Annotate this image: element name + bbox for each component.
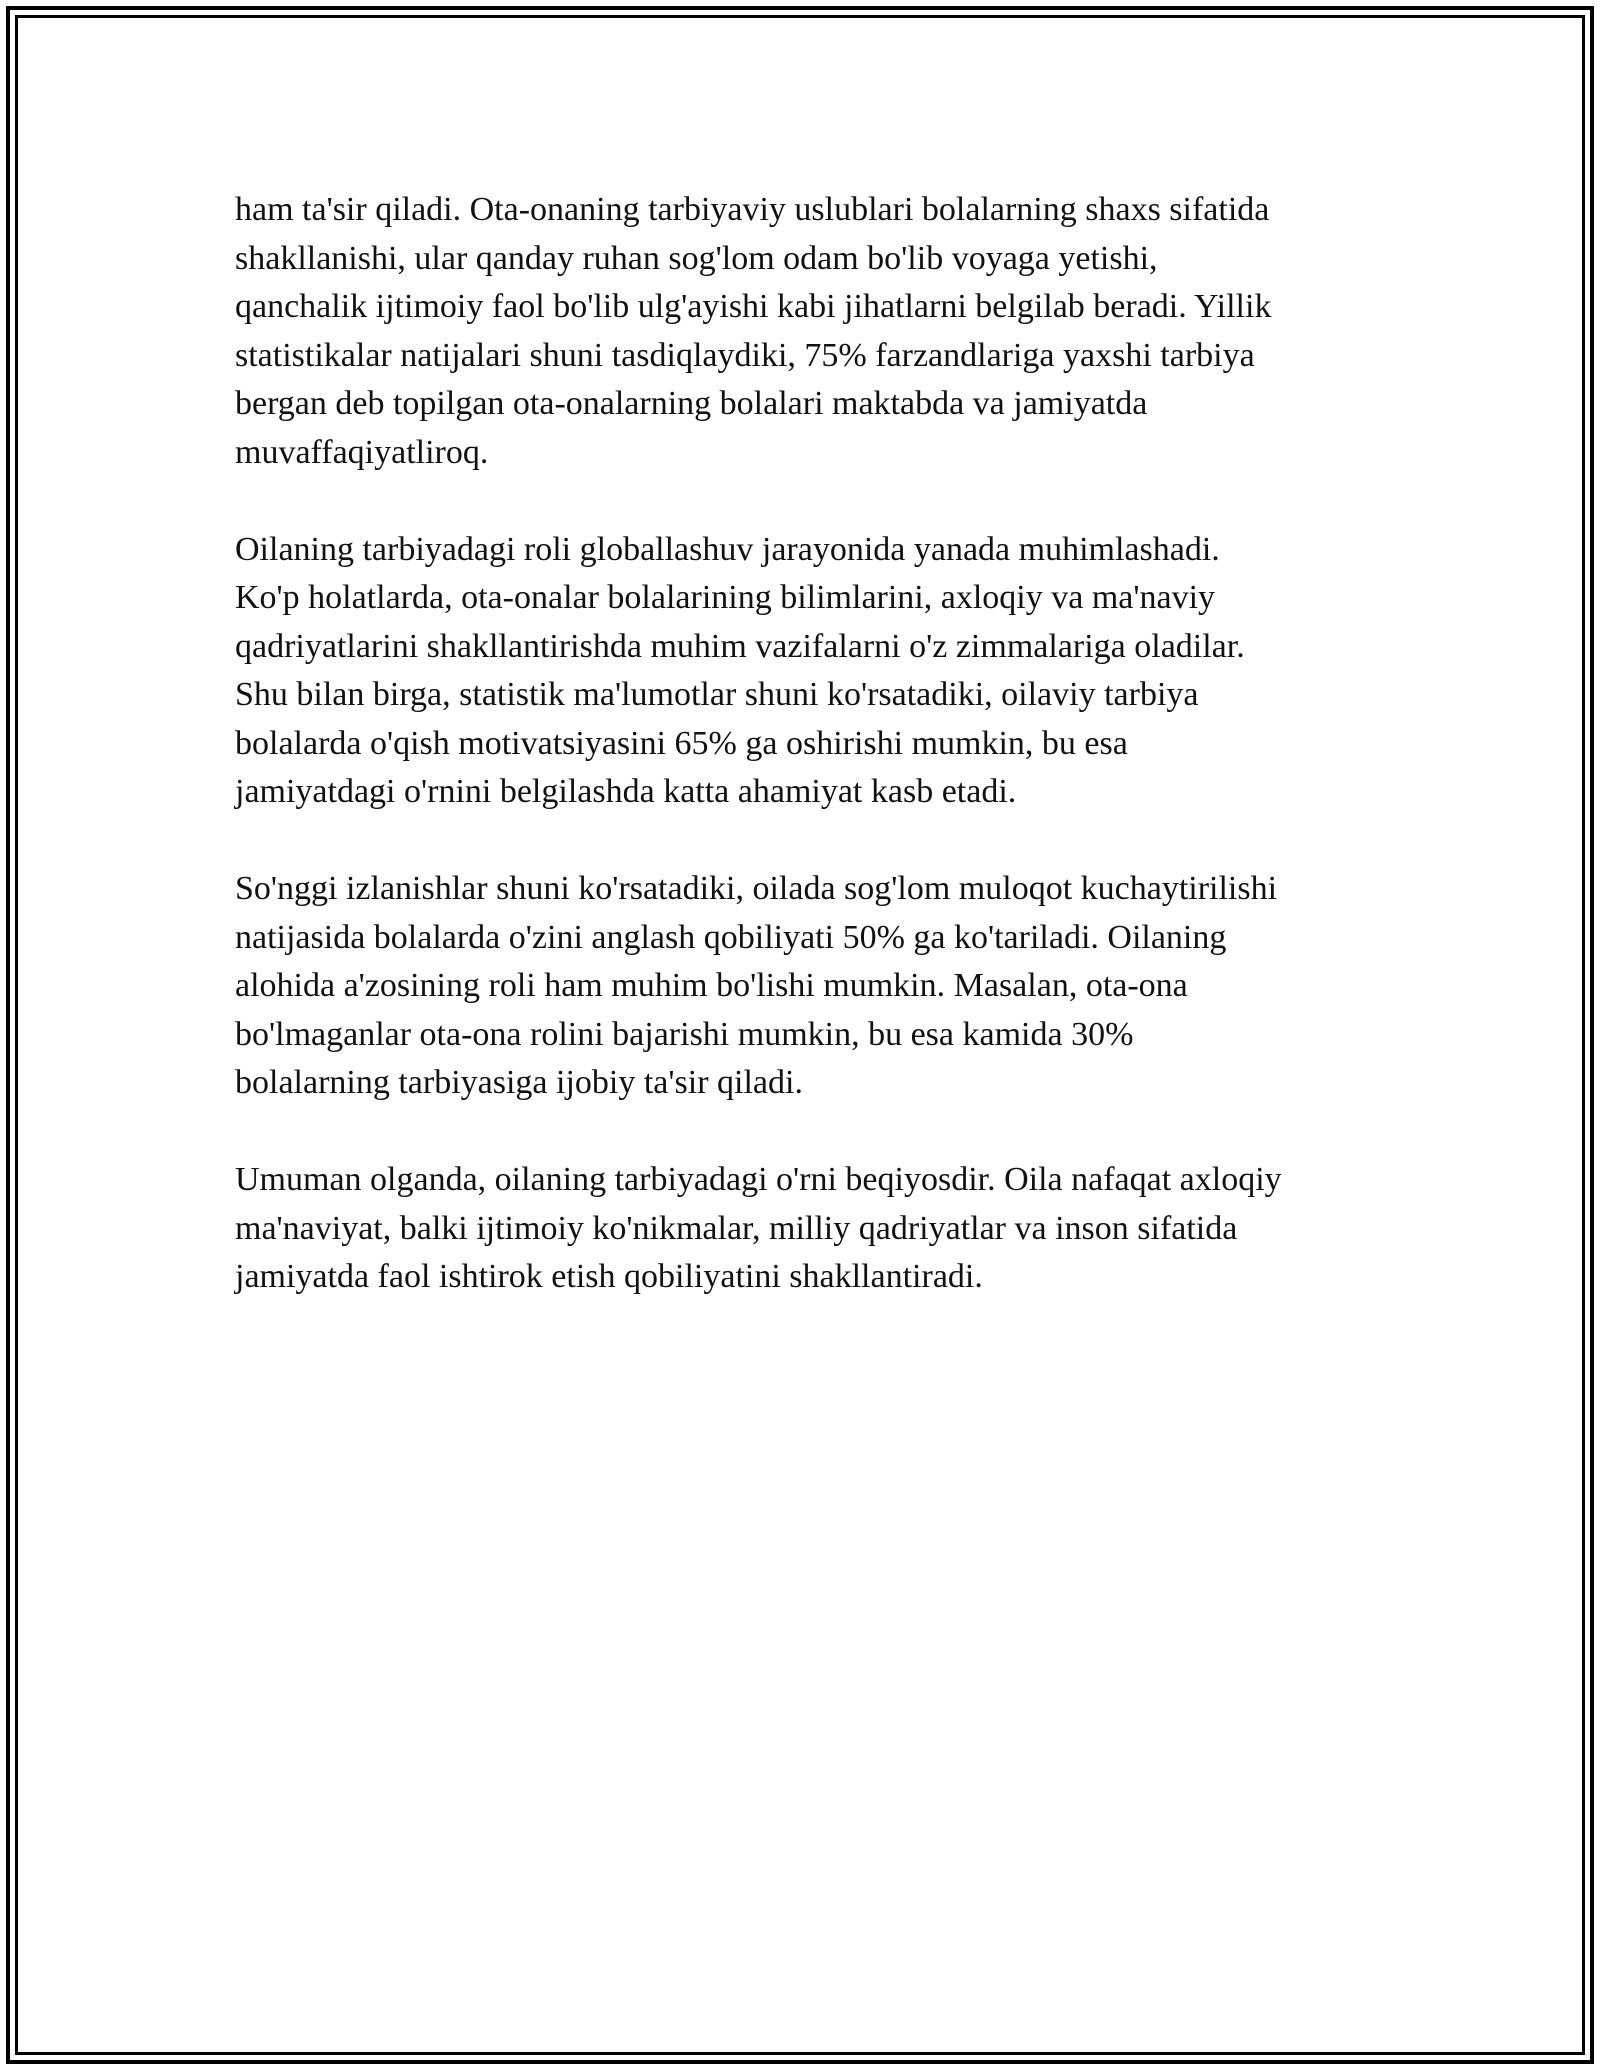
document-body: [235, 186, 1385, 1350]
paragraph-1: ham ta'sir qiladi. Ota-onaning tarbiyaviy uslublari bolalarning shaxs sifatida shakllanishi, ular qanday ruhan sog'lom odam bo'lib voyaga yetishi, qanchalik ijtimoiy faol bo'lib ulg'ayishi kabi jihatlarni belgilab beradi. Yillik statistikalar natijalari shuni tasdiqlaydiki, 75% farzandlariga yaxshi tarbiya bergan deb topilgan ota-onalarning bolalari maktabda va jamiyatda muvaffaqiyatliroq.: [235, 191, 1272, 471]
paragraph-2: Oilaning tarbiyadagi roli globallashuv jarayonida yanada muhimlashadi. Ko'p holatlarda, ota-onalar bolalarining bilimlarini, axloqiy va ma'naviy qadriyatlarini shakllantirishda muhim vazifalarni o'z zimmalariga oladilar. Shu bilan birga, statistik ma'lumotlar shuni ko'rsatadiki, oilaviy tarbiya bolalarda o'qish motivatsiyasini 65% ga oshirishi mumkin, bu esa jamiyatdagi o'rnini belgilashda katta ahamiyat kasb etadi.: [235, 530, 1245, 810]
paragraph-3: So'nggi izlanishlar shuni ko'rsatadiki, oilada sog'lom muloqot kuchaytirilishi natijasida bolalarda o'zini anglash qobiliyati 50% ga ko'tariladi. Oilaning alohida a'zosining roli ham muhim bo'lishi mumkin. Masalan, ota-ona bo'lmaganlar ota-ona rolini bajarishi mumkin, bu esa kamida 30% bolalarning tarbiyasiga ijobiy ta'sir qiladi.: [235, 870, 1278, 1101]
paragraph-4: Umuman olganda, oilaning tarbiyadagi o'rni beqiyosdir. Oila nafaqat axloqiy ma'naviyat, balki ijtimoiy ko'nikmalar, milliy qadriyatlar va inson sifatida jamiyatda faol ishtirok etish qobiliyatini shakllantiradi.: [235, 1161, 1282, 1295]
